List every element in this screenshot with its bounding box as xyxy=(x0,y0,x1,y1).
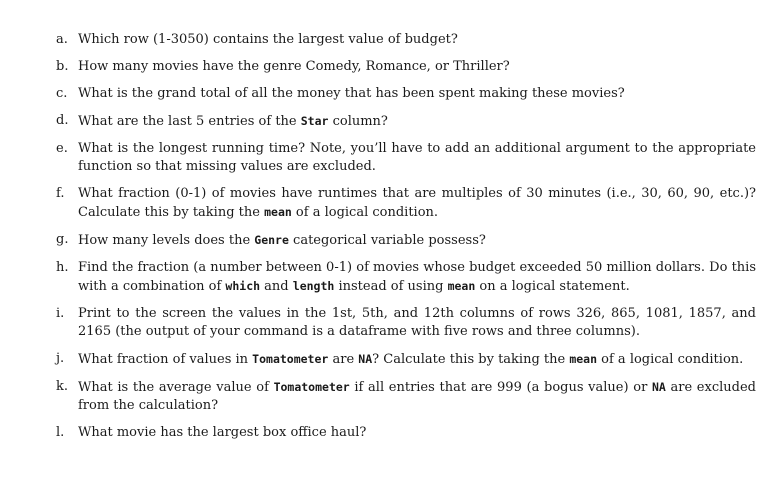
code-term: Genre xyxy=(254,233,289,247)
question-text xyxy=(78,85,756,103)
question-text-segment: and xyxy=(260,279,293,294)
question-text-segment: ? Calculate this by taking the xyxy=(372,352,570,367)
question-text-segment: are excluded from the calculation? xyxy=(78,380,756,413)
question-text-segment: What is the longest running time? Note, you’ll have to add an additional argument to the appropriate function so that missing values are excluded. xyxy=(78,141,756,174)
question-text-segment: What is the grand total of all the money that has been spent making these movies? xyxy=(78,86,625,101)
question-letter: f. xyxy=(56,186,65,201)
question-text-segment: are xyxy=(328,352,359,367)
code-term: mean xyxy=(264,205,292,219)
question-item xyxy=(56,305,756,341)
question-text-segment: if all entries that are 999 (a bogus value) or xyxy=(349,380,652,395)
question-text xyxy=(78,58,756,76)
question-letter: h. xyxy=(56,260,69,275)
question-text-segment: column? xyxy=(328,114,388,129)
code-term: which xyxy=(225,279,261,293)
question-item xyxy=(56,185,756,222)
code-term: mean xyxy=(569,352,598,366)
question-letter: l. xyxy=(56,425,65,440)
code-term: Star xyxy=(300,114,329,128)
question-text xyxy=(78,424,756,442)
question-text-segment: What movie has the largest box office haul? xyxy=(78,425,367,440)
question-list xyxy=(56,31,756,451)
question-letter: g. xyxy=(56,232,69,247)
question-item xyxy=(56,231,756,250)
question-item xyxy=(56,259,756,296)
question-text-segment: of a logical condition. xyxy=(597,352,744,367)
question-text xyxy=(78,231,756,250)
question-item xyxy=(56,424,756,442)
question-letter: d. xyxy=(56,113,69,128)
question-letter: e. xyxy=(56,141,68,156)
code-term: NA xyxy=(651,380,666,394)
question-text-segment: Find the fraction (a number between 0-1) of movies whose budget exceeded 50 million dollars. Do this with a combination of xyxy=(78,260,756,294)
question-letter: b. xyxy=(56,59,69,74)
question-text-segment: What fraction of values in xyxy=(78,352,253,367)
question-item xyxy=(56,31,756,49)
question-text xyxy=(78,31,756,49)
question-item xyxy=(56,58,756,76)
question-text-segment: Which row (1-3050) contains the largest value of budget? xyxy=(78,32,458,47)
question-item xyxy=(56,140,756,176)
question-letter: c. xyxy=(56,86,68,101)
question-item xyxy=(56,350,756,369)
question-text xyxy=(78,112,756,131)
question-item xyxy=(56,378,756,415)
question-text xyxy=(78,259,756,296)
question-text-segment: Print to the screen the values in the 1st, 5th, and 12th columns of rows 326, 865, 1081, 1857, and 2165 (the output of your command is a dataframe with five rows and three columns). xyxy=(78,306,756,339)
code-term: length xyxy=(292,279,335,293)
question-text xyxy=(78,350,756,369)
question-item xyxy=(56,85,756,103)
code-term: NA xyxy=(358,352,373,366)
question-text-segment: instead of using xyxy=(334,279,448,294)
question-text-segment: of a logical condition. xyxy=(291,205,439,220)
question-letter: j. xyxy=(56,351,65,366)
question-text-segment: How many levels does the xyxy=(78,233,255,248)
question-letter: a. xyxy=(56,32,68,47)
question-text xyxy=(78,378,756,415)
question-text-segment: on a logical statement. xyxy=(475,279,630,294)
code-term: mean xyxy=(447,279,476,293)
question-text xyxy=(78,305,756,341)
question-letter: i. xyxy=(56,306,65,321)
question-item xyxy=(56,112,756,131)
question-text-segment: What are the last 5 entries of the xyxy=(78,114,301,129)
question-text-segment: What fraction (0-1) of movies have runtimes that are multiples of 30 minutes (i.e., 30, 60, 90, etc.)? Calculate this by taking the xyxy=(78,186,756,220)
code-term: Tomatometer xyxy=(273,380,350,394)
question-text-segment: categorical variable possess? xyxy=(288,233,486,248)
question-text-segment: What is the average value of xyxy=(78,380,274,395)
question-text xyxy=(78,140,756,176)
question-text-segment: How many movies have the genre Comedy, Romance, or Thriller? xyxy=(78,59,510,74)
question-letter: k. xyxy=(56,379,69,394)
code-term: Tomatometer xyxy=(252,352,329,366)
question-text xyxy=(78,185,756,222)
